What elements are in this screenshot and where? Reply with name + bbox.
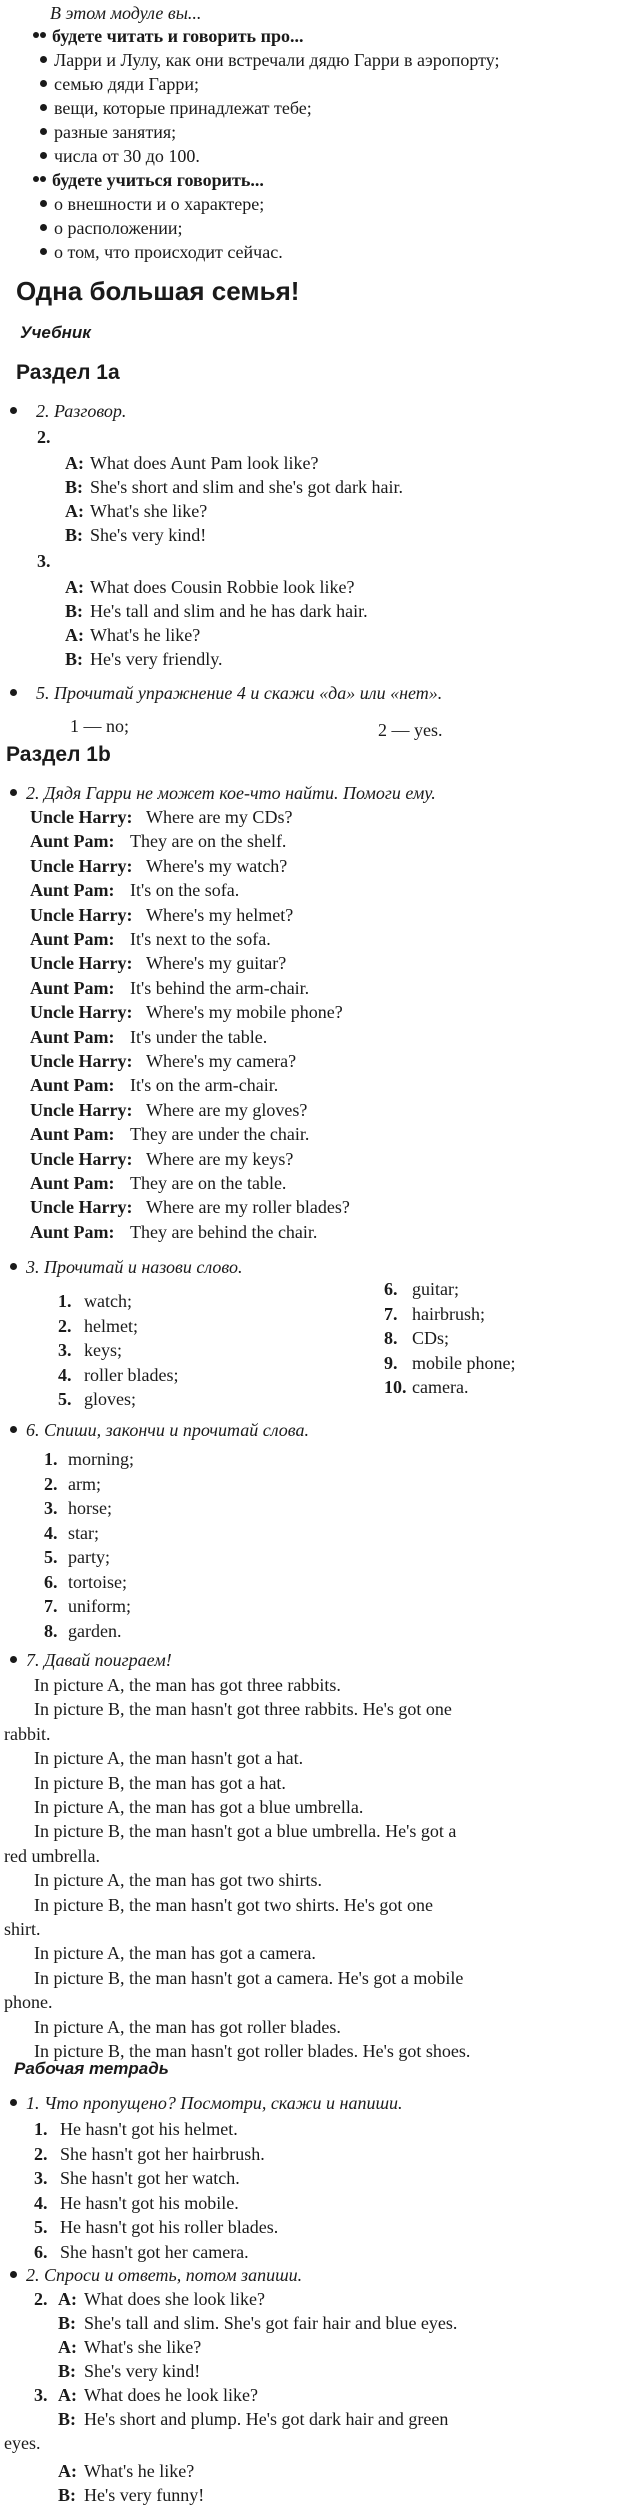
sentence: In picture A, the man has got three rabbits. xyxy=(34,1675,341,1695)
item-number: 1. xyxy=(58,1291,72,1311)
section-1b-ex7-label: 7. Давай поиграем! xyxy=(26,1650,172,1670)
word: helmet; xyxy=(84,1315,138,1336)
item-number: 4. xyxy=(58,1364,72,1385)
speaker: A: xyxy=(65,453,84,473)
dialog-line: They are on the table. xyxy=(130,1173,287,1193)
speaker: A: xyxy=(65,625,84,645)
sentence: In picture A, the man hasn't got a hat. xyxy=(34,1748,304,1769)
word: guitar; xyxy=(412,1279,459,1299)
speaker: A: xyxy=(65,501,84,521)
word: morning; xyxy=(68,1449,134,1469)
intro-read-item: вещи, которые принадлежат тебе; xyxy=(54,98,312,118)
item-number: 5. xyxy=(58,1389,72,1409)
dialog-line: What's she like? xyxy=(90,501,208,521)
section-1b-title: Раздел 1b xyxy=(6,743,111,766)
item-number: 6. xyxy=(44,1571,58,1592)
item-number: 2. xyxy=(44,1473,58,1494)
speaker: Aunt Pam: xyxy=(30,1173,115,1193)
word: roller blades; xyxy=(84,1364,179,1385)
speaker: Uncle Harry: xyxy=(30,807,133,827)
dialog-line: It's on the arm-chair. xyxy=(130,1075,279,1096)
word: arm; xyxy=(68,1473,101,1494)
speaker: A: xyxy=(58,2385,77,2405)
speaker: Aunt Pam: xyxy=(30,880,115,901)
speaker: A: xyxy=(65,577,84,597)
sentence: rabbit. xyxy=(4,1723,51,1744)
bullet-icon xyxy=(10,689,17,696)
speaker: Aunt Pam: xyxy=(30,929,115,949)
bullet-icon xyxy=(40,104,47,111)
speaker: Uncle Harry: xyxy=(30,953,133,974)
speaker: Uncle Harry: xyxy=(30,1051,133,1071)
speaker: B: xyxy=(58,2361,76,2381)
item-number: 6. xyxy=(34,2241,48,2262)
dialog-line: It's under the table. xyxy=(130,1026,268,1047)
intro-learn-item: о внешности и о характере; xyxy=(54,194,265,214)
textbook-label: Учебник xyxy=(20,323,91,342)
double-bullet-icon xyxy=(33,176,47,184)
workbook-ex1-label: 1. Что пропущено? Посмотри, скажи и напиши. xyxy=(26,2093,403,2113)
dialog-line: She's very kind! xyxy=(90,525,207,545)
dialog-line: It's next to the sofa. xyxy=(130,929,271,949)
sentence: He hasn't got his mobile. xyxy=(60,2192,239,2213)
workbook-ex2-label: 2. Спроси и ответь, потом запиши. xyxy=(26,2265,303,2285)
item-number: 7. xyxy=(44,1596,58,1616)
dialog-line: Where's my camera? xyxy=(146,1051,297,1071)
speaker: Uncle Harry: xyxy=(30,904,133,925)
dialog-number: 2. xyxy=(37,427,51,447)
item-number: 3. xyxy=(34,2168,48,2188)
word: horse; xyxy=(68,1498,112,1518)
item-number: 2. xyxy=(34,2143,48,2164)
dialog-line: Where's my helmet? xyxy=(146,904,294,925)
intro-read-item: Ларри и Лулу, как они встречали дядю Гарри в аэропорту; xyxy=(54,50,500,70)
speaker: A: xyxy=(58,2289,77,2309)
word: mobile phone; xyxy=(412,1352,516,1373)
speaker: Uncle Harry: xyxy=(30,1148,133,1169)
dialog-line: What does she look like? xyxy=(84,2289,265,2309)
item-number: 10. xyxy=(384,1377,407,1397)
dialog-line: What does Aunt Pam look like? xyxy=(90,453,319,473)
dialog-number: 3. xyxy=(37,551,51,571)
bullet-icon xyxy=(40,80,47,87)
bullet-icon xyxy=(40,248,47,255)
sentence: In picture A, the man has got a blue umbrella. xyxy=(34,1797,364,1817)
intro-read-item: числа от 30 до 100. xyxy=(54,146,200,166)
speaker: Aunt Pam: xyxy=(30,1221,115,1242)
speaker: Uncle Harry: xyxy=(30,1197,133,1218)
word: garden. xyxy=(68,1620,122,1641)
bullet-icon xyxy=(40,56,47,63)
speaker: A: xyxy=(58,2337,77,2357)
workbook-label: Рабочая тетрадь xyxy=(14,2059,169,2078)
speaker: Aunt Pam: xyxy=(30,1026,115,1047)
sentence: She hasn't got her watch. xyxy=(60,2168,240,2188)
sentence: In picture B, the man hasn't got two shirts. He's got one xyxy=(34,1894,433,1915)
item-number: 4. xyxy=(34,2192,48,2213)
word: gloves; xyxy=(84,1389,136,1409)
bullet-icon xyxy=(10,407,17,414)
speaker: Uncle Harry: xyxy=(30,1099,133,1120)
dialog-line: They are on the shelf. xyxy=(130,831,287,852)
sentence: In picture B, the man hasn't got roller blades. He's got shoes. xyxy=(34,2041,471,2061)
dialog-line: It's behind the arm-chair. xyxy=(130,977,310,998)
word: keys; xyxy=(84,1340,122,1360)
speaker: Aunt Pam: xyxy=(30,977,115,998)
section-1a-title: Раздел 1a xyxy=(16,361,120,384)
intro-learn-heading: будете учиться говорить... xyxy=(52,170,264,190)
sentence: In picture A, the man has got a camera. xyxy=(34,1943,316,1964)
speaker: B: xyxy=(65,477,83,497)
dialog-line: She's short and slim and she's got dark hair. xyxy=(90,477,403,497)
intro-learn-item: о расположении; xyxy=(54,218,183,238)
dialog-line: Where are my roller blades? xyxy=(146,1197,350,1218)
dialog-line: She's tall and slim. She's got fair hair and blue eyes. xyxy=(84,2313,458,2333)
item-number: 3. xyxy=(58,1340,72,1360)
item-number: 1. xyxy=(34,2119,48,2139)
sentence: In picture B, the man has got a hat. xyxy=(34,1772,286,1793)
speaker: Aunt Pam: xyxy=(30,1075,115,1096)
sentence: He hasn't got his helmet. xyxy=(60,2119,238,2139)
sentence: In picture A, the man has got roller blades. xyxy=(34,2016,341,2037)
bullet-icon xyxy=(10,1426,17,1433)
dialog-line: He's tall and slim and he has dark hair. xyxy=(90,601,368,621)
speaker: B: xyxy=(65,601,83,621)
speaker: B: xyxy=(58,2409,76,2429)
dialog-line: He's short and plump. He's got dark hair and green xyxy=(84,2409,449,2429)
sentence: He hasn't got his roller blades. xyxy=(60,2217,279,2237)
sentence: In picture A, the man has got two shirts. xyxy=(34,1870,322,1891)
item-number: 9. xyxy=(384,1352,398,1373)
section-1b-ex3-label: 3. Прочитай и назови слово. xyxy=(26,1257,243,1277)
sentence: In picture B, the man hasn't got a blue umbrella. He's got a xyxy=(34,1821,457,1842)
speaker: Aunt Pam: xyxy=(30,1124,115,1145)
bullet-icon xyxy=(10,1656,17,1663)
section-1a-ex5-label: 5. Прочитай упражнение 4 и скажи «да» или «нет». xyxy=(36,683,443,703)
dialog-line: Where's my guitar? xyxy=(146,953,287,974)
dialog-line: He's very funny! xyxy=(84,2485,205,2505)
dialog-line: eyes. xyxy=(4,2433,41,2453)
intro-read-item: разные занятия; xyxy=(54,122,177,142)
item-number: 4. xyxy=(44,1522,58,1543)
bullet-icon xyxy=(40,224,47,231)
item-number: 5. xyxy=(44,1547,58,1567)
dialog-line: They are under the chair. xyxy=(130,1124,310,1145)
sentence: In picture B, the man hasn't got three rabbits. He's got one xyxy=(34,1699,452,1720)
item-number: 3. xyxy=(44,1498,58,1518)
sentence: shirt. xyxy=(4,1919,41,1939)
speaker: Uncle Harry: xyxy=(30,855,133,876)
dialog-line: Where are my CDs? xyxy=(146,807,293,827)
word: party; xyxy=(68,1547,110,1567)
intro-read-heading: будете читать и говорить про... xyxy=(52,26,304,46)
dialog-line: What does Cousin Robbie look like? xyxy=(90,577,355,597)
bullet-icon xyxy=(10,789,17,796)
item-number: 8. xyxy=(44,1620,58,1641)
dialog-line: Where are my gloves? xyxy=(146,1099,308,1120)
word: star; xyxy=(68,1522,99,1543)
dialog-line: Where's my mobile phone? xyxy=(146,1002,343,1023)
sentence: She hasn't got her hairbrush. xyxy=(60,2143,265,2164)
item-number: 6. xyxy=(384,1279,398,1299)
item-number: 1. xyxy=(44,1449,58,1469)
intro-read-item: семью дяди Гарри; xyxy=(54,74,200,94)
double-bullet-icon xyxy=(33,32,47,40)
speaker: B: xyxy=(58,2313,76,2333)
speaker: A: xyxy=(58,2461,77,2481)
bullet-icon xyxy=(10,2271,17,2278)
word: CDs; xyxy=(412,1328,450,1348)
section-1b-ex2-label: 2. Дядя Гарри не может кое-что найти. Помоги ему. xyxy=(26,783,436,803)
dialog-line: He's very friendly. xyxy=(90,649,223,669)
speaker: Aunt Pam: xyxy=(30,831,115,852)
intro-heading: В этом модуле вы... xyxy=(50,3,202,23)
dialog-line: What's he like? xyxy=(84,2461,195,2481)
word: tortoise; xyxy=(68,1571,127,1592)
speaker: B: xyxy=(65,649,83,669)
bullet-icon xyxy=(40,128,47,135)
item-number: 7. xyxy=(384,1303,398,1324)
item-number: 5. xyxy=(34,2217,48,2237)
sentence: phone. xyxy=(4,1992,53,2013)
dialog-line: What's she like? xyxy=(84,2337,202,2357)
word: uniform; xyxy=(68,1596,131,1616)
dialog-line: It's on the sofa. xyxy=(130,880,240,901)
dialog-line: They are behind the chair. xyxy=(130,1221,318,1242)
word: watch; xyxy=(84,1291,132,1311)
bullet-icon xyxy=(40,152,47,159)
bullet-icon xyxy=(40,200,47,207)
word: hairbrush; xyxy=(412,1303,485,1324)
intro-learn-item: о том, что происходит сейчас. xyxy=(54,242,283,262)
answer: 1 — no; xyxy=(70,716,130,736)
speaker: Uncle Harry: xyxy=(30,1002,133,1023)
dialog-line: Where's my watch? xyxy=(146,855,288,876)
sentence: She hasn't got her camera. xyxy=(60,2241,249,2262)
bullet-icon xyxy=(10,2099,17,2106)
word: camera. xyxy=(412,1377,469,1397)
speaker: B: xyxy=(58,2485,76,2505)
dialog-number: 3. xyxy=(34,2385,48,2405)
sentence: In picture B, the man hasn't got a camera. He's got a mobile xyxy=(34,1967,464,1988)
page-title: Одна большая семья! xyxy=(16,276,300,306)
item-number: 2. xyxy=(58,1315,72,1336)
bullet-icon xyxy=(10,1263,17,1270)
section-1b-ex6-label: 6. Спиши, закончи и прочитай слова. xyxy=(26,1420,309,1440)
dialog-line: Where are my keys? xyxy=(146,1148,294,1169)
section-1a-ex2-label: 2. Разговор. xyxy=(36,401,127,421)
answer: 2 — yes. xyxy=(378,720,443,740)
dialog-line: She's very kind! xyxy=(84,2361,201,2381)
dialog-number: 2. xyxy=(34,2289,48,2309)
speaker: B: xyxy=(65,525,83,545)
sentence: red umbrella. xyxy=(4,1845,100,1866)
dialog-line: What's he like? xyxy=(90,625,201,645)
dialog-line: What does he look like? xyxy=(84,2385,258,2405)
item-number: 8. xyxy=(384,1328,398,1348)
